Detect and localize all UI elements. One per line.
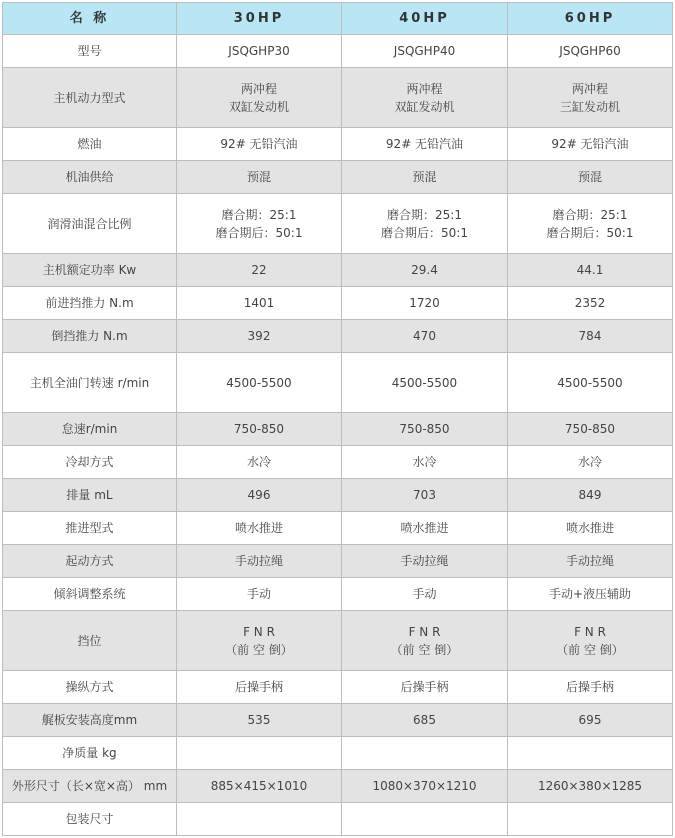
value-cell bbox=[508, 803, 673, 836]
value-cell bbox=[177, 320, 342, 353]
value-line: 手动拉绳 bbox=[400, 554, 449, 568]
value-line: 水冷 bbox=[577, 455, 602, 469]
value-cell bbox=[342, 545, 508, 578]
row-label: 外形尺寸（长×宽×高） mm bbox=[3, 770, 177, 803]
value-line: 92# 无铅汽油 bbox=[551, 137, 629, 151]
value-cell bbox=[177, 803, 342, 836]
value-line: 手动 bbox=[412, 587, 437, 601]
value-line: 后操手柄 bbox=[400, 680, 449, 694]
row-label: 主机动力型式 bbox=[3, 68, 177, 128]
value-cell bbox=[342, 35, 508, 68]
value-line: 22 bbox=[251, 263, 267, 277]
value-line: 750-850 bbox=[233, 422, 285, 436]
value-cell bbox=[177, 287, 342, 320]
row-label: 燃油 bbox=[3, 128, 177, 161]
value-line: 双缸发动机 bbox=[228, 99, 289, 114]
value-cell bbox=[508, 578, 673, 611]
value-cell bbox=[508, 35, 673, 68]
value-line: 470 bbox=[413, 329, 436, 343]
value-line: 4500-5500 bbox=[391, 375, 458, 390]
value-line: 1401 bbox=[243, 296, 275, 310]
table-row bbox=[3, 512, 673, 545]
value-cell bbox=[508, 446, 673, 479]
value-line: 双缸发动机 bbox=[394, 99, 455, 114]
row-label: 型号 bbox=[3, 35, 177, 68]
row-label: 怠速r/min bbox=[3, 413, 177, 446]
value-line: 水冷 bbox=[412, 455, 437, 469]
value-cell bbox=[177, 479, 342, 512]
value-line: 92# 无铅汽油 bbox=[220, 137, 298, 151]
value-line: JSQGHP60 bbox=[559, 44, 621, 58]
value-cell bbox=[342, 194, 508, 254]
value-line: 磨合期后：50:1 bbox=[381, 225, 468, 240]
value-cell bbox=[177, 413, 342, 446]
spec-table bbox=[2, 2, 673, 836]
value-line: 手动+液压辅助 bbox=[548, 587, 632, 601]
value-line: 喷水推进 bbox=[400, 521, 449, 535]
value-cell bbox=[177, 35, 342, 68]
value-line: 496 bbox=[247, 488, 271, 502]
value-line: 1080×370×1210 bbox=[372, 779, 477, 793]
value-line: 磨合期：25:1 bbox=[552, 207, 628, 222]
table-row bbox=[3, 737, 673, 770]
value-cell bbox=[342, 737, 508, 770]
value-line: 手动拉绳 bbox=[234, 554, 283, 568]
value-cell bbox=[342, 512, 508, 545]
value-cell bbox=[342, 353, 508, 413]
row-label: 机油供给 bbox=[3, 161, 177, 194]
value-line: 685 bbox=[413, 713, 436, 727]
row-label: 挡位 bbox=[3, 611, 177, 671]
value-cell bbox=[508, 671, 673, 704]
value-line: F N R bbox=[408, 624, 441, 639]
value-line: 预混 bbox=[412, 170, 437, 184]
value-cell bbox=[177, 671, 342, 704]
value-line: 磨合期后：50:1 bbox=[546, 225, 634, 240]
row-label: 操纵方式 bbox=[3, 671, 177, 704]
header-model-cell: 40HP bbox=[342, 3, 508, 35]
table-row bbox=[3, 803, 673, 836]
value-cell bbox=[342, 704, 508, 737]
table-row bbox=[3, 128, 673, 161]
value-cell bbox=[508, 254, 673, 287]
value-line: 750-850 bbox=[564, 422, 616, 436]
table-row bbox=[3, 704, 673, 737]
value-line: （前 空 倒） bbox=[225, 642, 293, 657]
value-cell bbox=[177, 611, 342, 671]
row-label: 主机额定功率 Kw bbox=[3, 254, 177, 287]
value-line: 磨合期：25:1 bbox=[221, 207, 297, 222]
value-cell bbox=[177, 512, 342, 545]
value-line: 预混 bbox=[577, 170, 602, 184]
row-label: 冷却方式 bbox=[3, 446, 177, 479]
value-line: 磨合期后：50:1 bbox=[215, 225, 303, 240]
table-row bbox=[3, 68, 673, 128]
value-line: 手动拉绳 bbox=[565, 554, 614, 568]
value-cell bbox=[177, 254, 342, 287]
table-row bbox=[3, 479, 673, 512]
value-line: （前 空 倒） bbox=[556, 642, 624, 657]
value-cell bbox=[508, 704, 673, 737]
value-cell bbox=[508, 737, 673, 770]
value-cell bbox=[508, 545, 673, 578]
value-cell bbox=[342, 320, 508, 353]
table-row bbox=[3, 35, 673, 68]
value-line: 784 bbox=[578, 329, 602, 343]
value-line: 750-850 bbox=[399, 422, 450, 436]
header-row bbox=[3, 3, 673, 35]
value-cell bbox=[508, 413, 673, 446]
value-cell bbox=[508, 161, 673, 194]
value-cell bbox=[177, 704, 342, 737]
value-cell bbox=[177, 161, 342, 194]
table-row bbox=[3, 578, 673, 611]
row-label: 起动方式 bbox=[3, 545, 177, 578]
table-row bbox=[3, 353, 673, 413]
value-line: 392 bbox=[247, 329, 271, 343]
value-cell bbox=[508, 611, 673, 671]
value-cell bbox=[508, 128, 673, 161]
value-cell bbox=[508, 68, 673, 128]
header-model-cell: 60HP bbox=[508, 3, 673, 35]
header-model-cell: 30HP bbox=[177, 3, 342, 35]
value-cell bbox=[342, 803, 508, 836]
row-label: 推进型式 bbox=[3, 512, 177, 545]
value-cell bbox=[177, 68, 342, 128]
spec-body bbox=[3, 35, 673, 836]
value-line: 喷水推进 bbox=[234, 521, 283, 535]
table-row bbox=[3, 671, 673, 704]
value-cell bbox=[177, 194, 342, 254]
value-cell bbox=[508, 770, 673, 803]
table-row bbox=[3, 413, 673, 446]
value-cell bbox=[342, 161, 508, 194]
value-cell bbox=[508, 512, 673, 545]
value-line: 两冲程 bbox=[406, 81, 443, 96]
table-row bbox=[3, 194, 673, 254]
value-line: 849 bbox=[578, 488, 602, 502]
value-cell bbox=[342, 578, 508, 611]
table-row bbox=[3, 446, 673, 479]
value-line: JSQGHP40 bbox=[393, 44, 456, 58]
value-line: 1720 bbox=[409, 296, 440, 310]
value-line: 后操手柄 bbox=[565, 680, 614, 694]
value-cell bbox=[342, 254, 508, 287]
value-line: JSQGHP30 bbox=[228, 44, 290, 58]
value-cell bbox=[177, 446, 342, 479]
value-cell bbox=[342, 413, 508, 446]
row-label: 主机全油门转速 r/min bbox=[3, 353, 177, 413]
value-cell bbox=[342, 128, 508, 161]
value-cell bbox=[177, 353, 342, 413]
value-line: 4500-5500 bbox=[226, 375, 292, 390]
value-cell bbox=[342, 68, 508, 128]
value-line: 磨合期：25:1 bbox=[387, 207, 462, 222]
value-line: 预混 bbox=[246, 170, 271, 184]
value-cell bbox=[342, 479, 508, 512]
row-label: 倾斜调整系统 bbox=[3, 578, 177, 611]
table-row bbox=[3, 320, 673, 353]
value-line: 手动 bbox=[246, 587, 271, 601]
value-cell bbox=[177, 128, 342, 161]
row-label: 润滑油混合比例 bbox=[3, 194, 177, 254]
value-line: 92# 无铅汽油 bbox=[385, 137, 464, 151]
row-label: 包装尺寸 bbox=[3, 803, 177, 836]
value-cell bbox=[342, 671, 508, 704]
value-line: 535 bbox=[247, 713, 271, 727]
table-row bbox=[3, 161, 673, 194]
table-row bbox=[3, 287, 673, 320]
table-row bbox=[3, 254, 673, 287]
row-label: 净质量 kg bbox=[3, 737, 177, 770]
value-cell bbox=[508, 194, 673, 254]
value-cell bbox=[508, 479, 673, 512]
value-cell bbox=[342, 287, 508, 320]
value-line: F N R bbox=[243, 624, 275, 639]
value-line: 喷水推进 bbox=[565, 521, 614, 535]
value-cell bbox=[177, 578, 342, 611]
value-cell bbox=[177, 770, 342, 803]
value-line: 三缸发动机 bbox=[559, 99, 620, 114]
value-line: 4500-5500 bbox=[557, 375, 623, 390]
row-label: 艉板安装高度mm bbox=[3, 704, 177, 737]
value-line: 885×415×1010 bbox=[210, 779, 308, 793]
value-line: F N R bbox=[574, 624, 606, 639]
value-cell bbox=[342, 611, 508, 671]
row-label: 倒挡推力 N.m bbox=[3, 320, 177, 353]
value-cell bbox=[177, 737, 342, 770]
value-line: 水冷 bbox=[246, 455, 271, 469]
value-line: 695 bbox=[578, 713, 602, 727]
row-label: 排量 mL bbox=[3, 479, 177, 512]
value-cell bbox=[508, 353, 673, 413]
table-row bbox=[3, 770, 673, 803]
value-line: 703 bbox=[413, 488, 436, 502]
value-line: 44.1 bbox=[576, 263, 604, 277]
row-label: 前进挡推力 N.m bbox=[3, 287, 177, 320]
value-line: 两冲程 bbox=[240, 81, 277, 96]
value-cell bbox=[508, 320, 673, 353]
table-row bbox=[3, 611, 673, 671]
value-line: 两冲程 bbox=[571, 81, 608, 96]
value-line: 1260×380×1285 bbox=[537, 779, 643, 793]
value-cell bbox=[177, 545, 342, 578]
value-line: 29.4 bbox=[411, 263, 438, 277]
value-cell bbox=[342, 770, 508, 803]
value-line: 后操手柄 bbox=[234, 680, 283, 694]
value-cell bbox=[342, 446, 508, 479]
value-line: 2352 bbox=[574, 296, 606, 310]
value-line: （前 空 倒） bbox=[390, 642, 459, 657]
header-name-cell: 名 称 bbox=[3, 3, 177, 35]
value-cell bbox=[508, 287, 673, 320]
table-row bbox=[3, 545, 673, 578]
